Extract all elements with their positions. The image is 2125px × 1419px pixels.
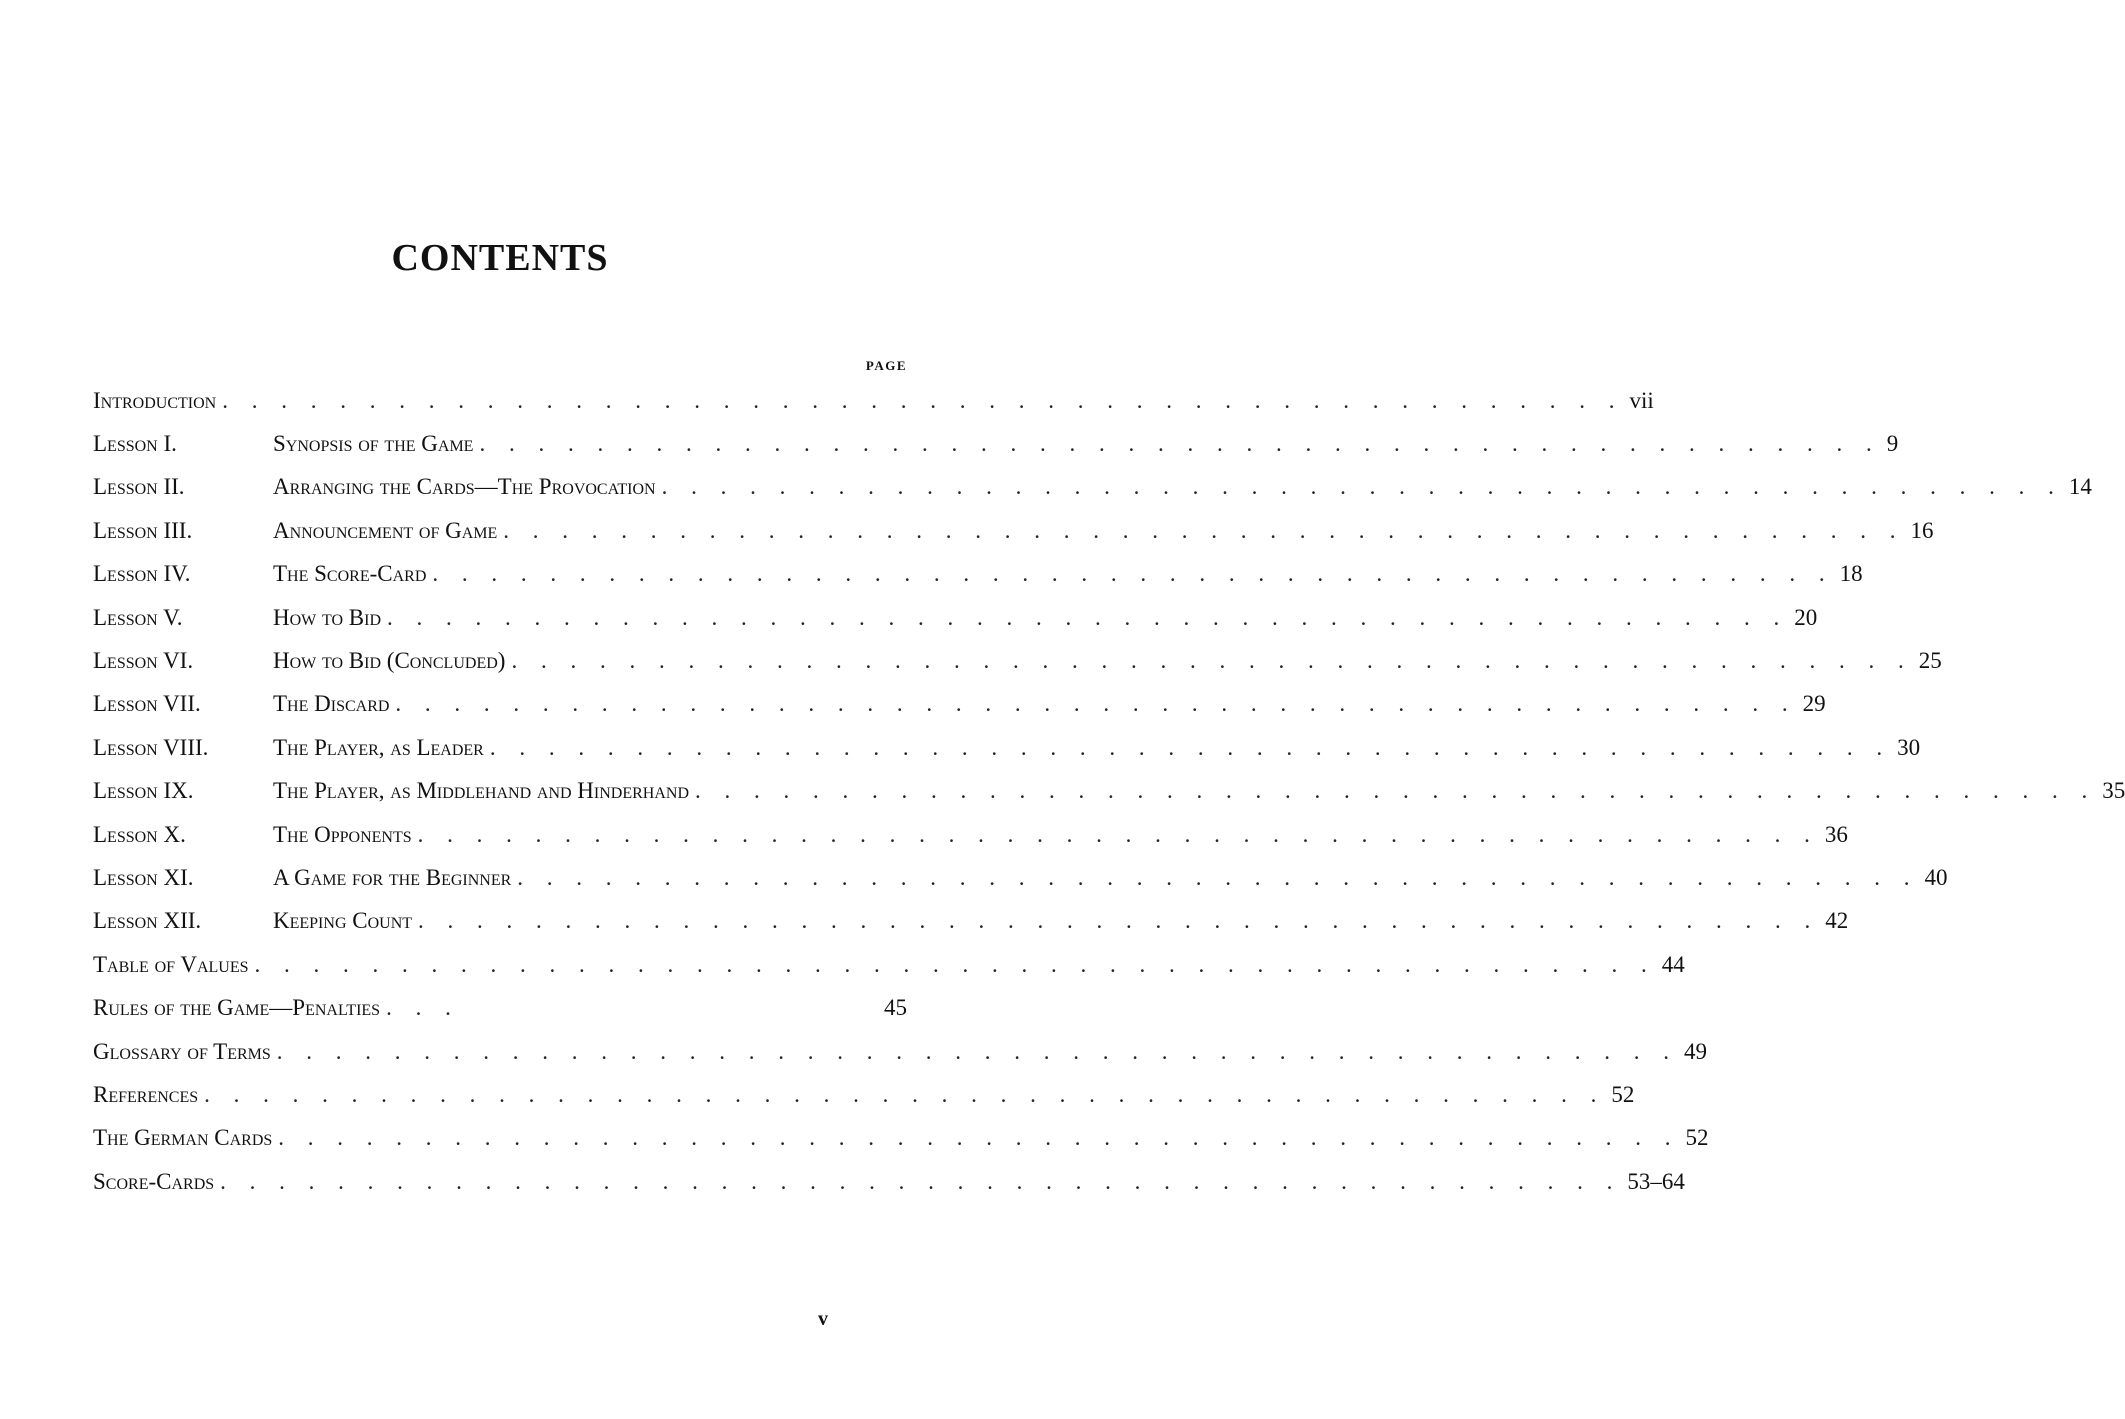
dot-leader: . . . . . . . . . . . . . . . . . . . . . . . . . . . . . . . . . . . . . . . . . . . . . . . . [204, 1081, 1606, 1107]
toc-entry-title: Table of Values [93, 951, 249, 977]
toc-entry [93, 813, 1848, 856]
toc-entry [93, 1160, 1685, 1203]
toc-entry-page: 42 [1825, 908, 1849, 934]
toc-entry-page: 30 [1897, 734, 1921, 760]
toc-entry [93, 379, 1654, 422]
toc-entry [93, 770, 2125, 813]
page-folio: v [818, 1308, 828, 1330]
toc-entry-lesson: Lesson IX. [93, 778, 194, 804]
toc-entry-title: The Player, as Middlehand and Hinderhand [273, 778, 690, 804]
toc-entry-title: Arranging the Cards—The Provocation [273, 474, 656, 500]
toc-entry [93, 1030, 1708, 1073]
toc-entry [93, 856, 1948, 899]
toc-entry-title: How to Bid (Concluded) [273, 648, 506, 674]
toc-entry-title: Announcement of Game [273, 517, 498, 543]
toc-entry [93, 466, 2092, 509]
toc-entry-page: 49 [1684, 1038, 1708, 1064]
toc-entry [93, 986, 907, 1029]
toc-entry-page: 29 [1802, 691, 1826, 717]
toc-entry-title: Glossary of Terms [93, 1038, 271, 1064]
dot-leader: . . . . . . . . . . . . . . . . . . . . . . . . . . . . . . . . . . . . . . . . . . . . . . . . [222, 387, 1624, 413]
toc-entry [93, 639, 1942, 682]
toc-entry-title: How to Bid [273, 604, 382, 630]
toc-entry-lesson: Lesson VI. [93, 648, 194, 674]
toc-entry-page: 45 [884, 995, 907, 1021]
toc-entry-title: Synopsis of the Game [273, 431, 474, 457]
toc-entry-lesson: Lesson III. [93, 517, 193, 543]
toc-entry-page: 40 [1924, 864, 1948, 890]
dot-leader: . . . . . . . . . . . . . . . . . . . . . . . . . . . . . . . . . . . . . . . . . . . . . . . . [387, 604, 1789, 630]
dot-leader: . . . . . . . . . . . . . . . . . . . . . . . . . . . . . . . . . . . . . . . . . . . . . . . . [479, 431, 1881, 457]
toc-entry-title: The German Cards [93, 1125, 273, 1151]
toc-entry [93, 422, 1899, 465]
toc-entry-page: 52 [1685, 1125, 1709, 1151]
toc-entry [93, 900, 1849, 943]
toc-entry-page: 25 [1918, 648, 1942, 674]
dot-leader: . . . . . . . . . . . . . . . . . . . . . . . . . . . . . . . . . . . . . . . . . . . . . . . . [418, 908, 1820, 934]
toc-entry-page: 53–64 [1627, 1168, 1685, 1194]
toc-entry-title: Introduction [93, 387, 217, 413]
toc-entry-lesson: Lesson VII. [93, 691, 201, 717]
toc-entry-title: The Opponents [273, 821, 412, 847]
page-column-label: PAGE [865, 358, 907, 373]
dot-leader: . . . . . . . . . . . . . . . . . . . . . . . . . . . . . . . . . . . . . . . . . . . . . . . . [276, 1038, 1679, 1064]
toc-entry-page: 20 [1794, 604, 1818, 630]
toc-entry-title: Keeping Count [273, 908, 413, 934]
dot-leader: . . . . . . . . . . . . . . . . . . . . . . . . . . . . . . . . . . . . . . . . . . . . . . . . [395, 691, 1797, 717]
toc-entry [93, 943, 1685, 986]
toc-entry-page: 18 [1839, 561, 1863, 587]
toc-entry-title: References [93, 1081, 199, 1107]
toc-entry-page: 14 [2068, 474, 2092, 500]
toc-entry-page: 52 [1611, 1081, 1635, 1107]
toc-entry-title: The Player, as Leader [273, 734, 484, 760]
dot-leader: . . . . . . . . . . . . . . . . . . . . . . . . . . . . . . . . . . . . . . . . . . . . . . . . [432, 561, 1834, 587]
page-title: CONTENTS [391, 237, 609, 279]
toc-entry-title: Rules of the Game—Penalties [93, 995, 381, 1021]
toc-entry [93, 509, 1934, 552]
table-of-contents [93, 379, 2125, 1203]
toc-entry-title: The Score-Card [273, 561, 427, 587]
toc-entry-lesson: Lesson XI. [93, 864, 194, 890]
dot-leader: . . . . . . . . . . . . . . . . . . . . . . . . . . . . . . . . . . . . . . . . . . . . . . . . [511, 648, 1913, 674]
toc-entry-lesson: Lesson V. [93, 604, 183, 630]
toc-entry [93, 683, 1826, 726]
dot-leader: . . . . . . . . . . . . . . . . . . . . . . . . . . . . . . . . . . . . . . . . . . . . . . . . [254, 951, 1656, 977]
toc-entry-title: Score-Cards [93, 1168, 215, 1194]
toc-entry-page: 16 [1910, 517, 1934, 543]
toc-entry-page: 44 [1661, 951, 1685, 977]
dot-leader: . . . . . . . . . . . . . . . . . . . . . . . . . . . . . . . . . . . . . . . . . . . . . . . . [417, 821, 1819, 847]
toc-entry-title: The Discard [273, 691, 390, 717]
dot-leader: . . . . . . . . . . . . . . . . . . . . . . . . . . . . . . . . . . . . . . . . . . . . . . . . [695, 778, 2097, 804]
toc-entry-page: vii [1629, 387, 1654, 413]
toc-entry [93, 1073, 1635, 1116]
toc-entry-lesson: Lesson II. [93, 474, 185, 500]
dot-leader: . . . . . . . . . . . . . . . . . . . . . . . . . . . . . . . . . . . . . . . . . . . . . . . . [220, 1168, 1622, 1194]
toc-entry-lesson: Lesson I. [93, 431, 177, 457]
toc-entry-lesson: Lesson X. [93, 821, 186, 847]
dot-leader: . . . . . . . . . . . . . . . . . . . . . . . . . . . . . . . . . . . . . . . . . . . . . . . . [517, 864, 1919, 890]
dot-leader: . . . [386, 995, 460, 1021]
toc-entry [93, 726, 1921, 769]
dot-leader: . . . . . . . . . . . . . . . . . . . . . . . . . . . . . . . . . . . . . . . . . . . . . . . . [661, 474, 2063, 500]
toc-entry-lesson: Lesson IV. [93, 561, 191, 587]
toc-entry [93, 1117, 1709, 1160]
toc-entry-lesson: Lesson XII. [93, 908, 202, 934]
dot-leader: . . . . . . . . . . . . . . . . . . . . . . . . . . . . . . . . . . . . . . . . . . . . . . . . [489, 734, 1892, 760]
toc-entry [93, 553, 1863, 596]
dot-leader: . . . . . . . . . . . . . . . . . . . . . . . . . . . . . . . . . . . . . . . . . . . . . . . . [503, 517, 1905, 543]
toc-entry-lesson: Lesson VIII. [93, 734, 209, 760]
toc-entry-page: 35 [2102, 778, 2125, 804]
toc-entry-page: 36 [1824, 821, 1848, 847]
dot-leader: . . . . . . . . . . . . . . . . . . . . . . . . . . . . . . . . . . . . . . . . . . . . . . . . [278, 1125, 1680, 1151]
toc-entry-page: 9 [1886, 431, 1899, 457]
toc-entry [93, 596, 1818, 639]
toc-entry-title: A Game for the Beginner [273, 864, 512, 890]
